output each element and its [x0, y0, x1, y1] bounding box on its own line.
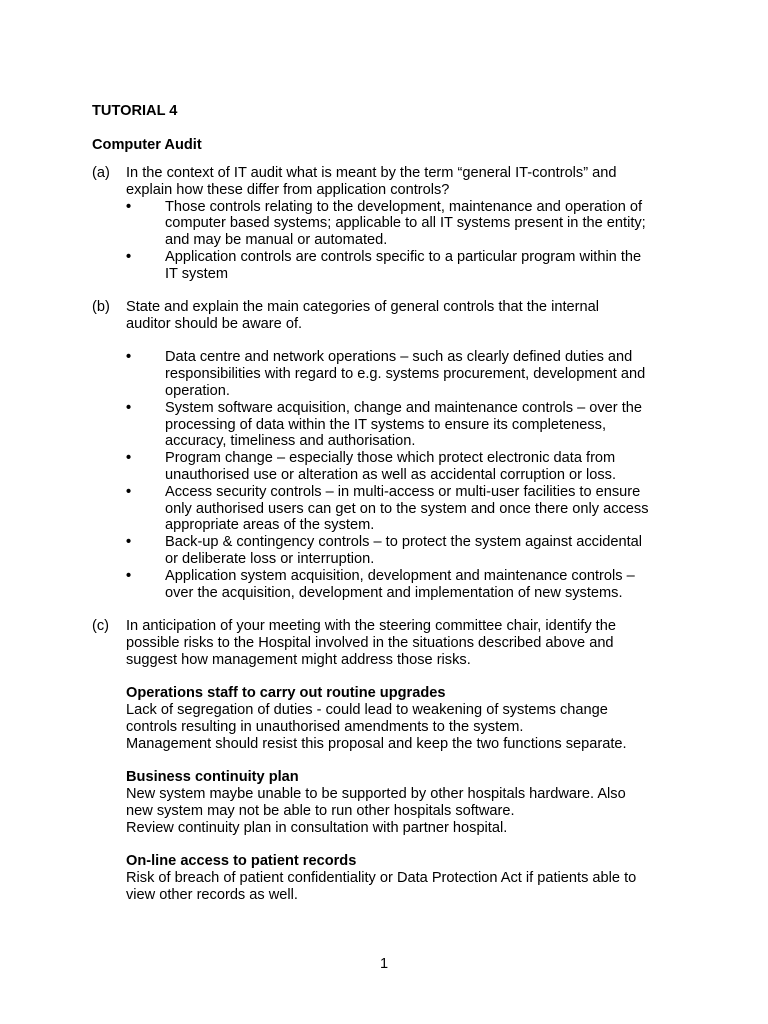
text-line: Lack of segregation of duties - could lead to weakening of systems change — [126, 701, 608, 718]
question-a — [92, 165, 692, 283]
bullet-icon: • — [126, 248, 132, 265]
text-line: responsibilities with regard to e.g. systems procurement, development and — [165, 366, 646, 383]
text-line: Back-up & contingency controls – to protect the system against accidental — [165, 534, 642, 551]
bullet-list — [126, 199, 692, 283]
bullet-icon: • — [126, 198, 132, 215]
section-online-access — [92, 853, 692, 903]
text-line: In the context of IT audit what is meant by the term “general IT-controls” and — [126, 165, 617, 181]
bullet-icon: • — [126, 450, 132, 467]
list-item — [126, 450, 692, 484]
question-text — [126, 299, 692, 333]
text-line: suggest how management might address those risks. — [126, 651, 471, 668]
text-line: processing of data within the IT systems to ensure its completeness, — [165, 416, 606, 433]
question-label: (b) — [92, 299, 110, 315]
bullet-list — [126, 349, 692, 601]
text-line: new system may not be able to run other hospitals software. — [126, 802, 515, 819]
text-line: or deliberate loss or interruption. — [165, 550, 375, 567]
text-line: controls resulting in unauthorised amendments to the system. — [126, 718, 524, 735]
text-line: operation. — [165, 382, 230, 399]
text-line: over the acquisition, development and implementation of new systems. — [165, 584, 623, 601]
text-line: appropriate areas of the system. — [165, 517, 375, 534]
question-label: (a) — [92, 165, 110, 181]
text-line: only authorised users can get on to the system and once there only access — [165, 500, 649, 517]
text-line: view other records as well. — [126, 886, 298, 903]
text-line: and may be manual or automated. — [165, 232, 388, 249]
document-title: TUTORIAL 4 — [92, 103, 178, 119]
bullet-icon: • — [126, 349, 132, 366]
text-line: State and explain the main categories of general controls that the internal — [126, 299, 599, 315]
bullet-icon: • — [126, 483, 132, 500]
text-line: unauthorised use or alteration as well as accidental corruption or loss. — [165, 466, 617, 483]
text-line: explain how these differ from application controls? — [126, 181, 450, 198]
text-line: System software acquisition, change and maintenance controls – over the — [165, 399, 642, 416]
list-item — [126, 568, 692, 602]
section-heading: Business continuity plan — [126, 769, 299, 786]
section-heading: On-line access to patient records — [126, 853, 357, 870]
text-line: computer based systems; applicable to all IT systems present in the entity; — [165, 215, 646, 232]
text-line: Application controls are controls specific to a particular program within the — [165, 248, 642, 265]
text-line: Those controls relating to the development, maintenance and operation of — [165, 198, 643, 215]
list-item — [126, 199, 692, 249]
text-line: auditor should be aware of. — [126, 315, 303, 332]
question-label: (c) — [92, 618, 110, 634]
question-c — [92, 618, 692, 904]
text-line: possible risks to the Hospital involved in the situations described above and — [126, 634, 614, 651]
bullet-icon: • — [126, 399, 132, 416]
list-item — [126, 249, 692, 283]
section-operations-staff — [92, 685, 692, 752]
text-line: accuracy, timeliness and authorisation. — [165, 433, 416, 450]
question-text — [126, 618, 692, 668]
section-heading: Operations staff to carry out routine upgrades — [126, 685, 446, 702]
list-item — [126, 534, 692, 568]
list-item — [126, 484, 692, 534]
text-line: New system maybe unable to be supported by other hospitals hardware. Also — [126, 785, 626, 802]
text-line: Access security controls – in multi-access or multi-user facilities to ensure — [165, 483, 641, 500]
bullet-icon: • — [126, 567, 132, 584]
document-subtitle: Computer Audit — [92, 137, 202, 153]
question-text — [126, 165, 692, 199]
text-line: In anticipation of your meeting with the steering committee chair, identify the — [126, 618, 616, 634]
text-line: Application system acquisition, development and maintenance controls – — [165, 567, 635, 584]
text-line: Data centre and network operations – such as clearly defined duties and — [165, 349, 633, 366]
section-business-continuity — [92, 769, 692, 836]
list-item — [126, 349, 692, 399]
question-b — [92, 299, 692, 601]
text-line: Review continuity plan in consultation with partner hospital. — [126, 819, 508, 836]
text-line: Risk of breach of patient confidentiality or Data Protection Act if patients able to — [126, 869, 637, 886]
text-line: IT system — [165, 265, 228, 282]
text-line: Management should resist this proposal and keep the two functions separate. — [126, 735, 627, 752]
list-item — [126, 400, 692, 450]
page-number: 1 — [379, 956, 389, 972]
text-line: Program change – especially those which protect electronic data from — [165, 450, 616, 467]
bullet-icon: • — [126, 534, 132, 551]
